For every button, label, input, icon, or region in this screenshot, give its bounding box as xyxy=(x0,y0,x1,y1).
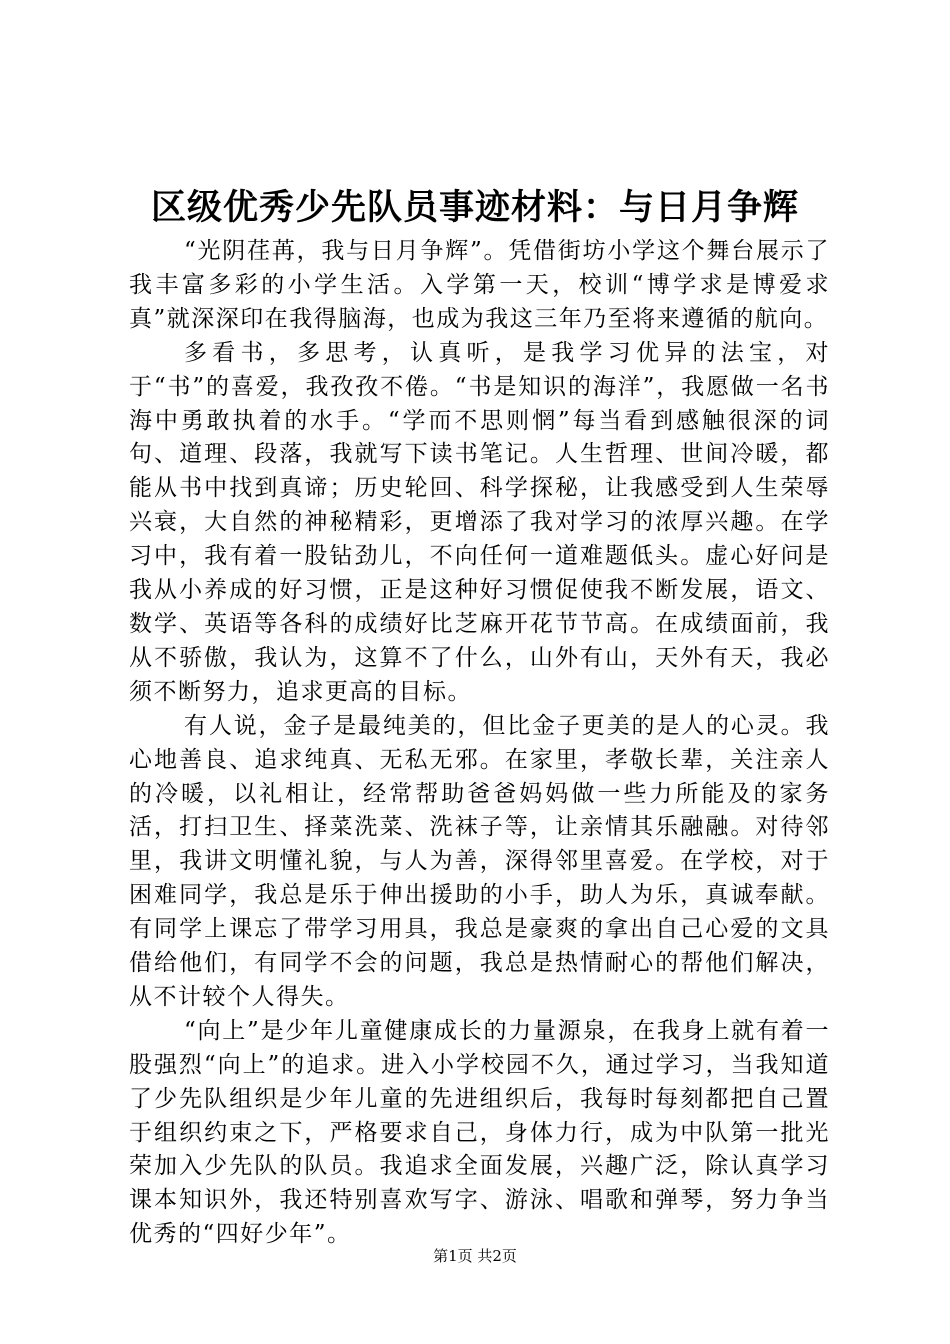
document-body xyxy=(129,235,830,1252)
paragraph: “光阴荏苒，我与日月争辉”。凭借街坊小学这个舞台展示了我丰富多彩的小学生活。入学第一天，校训“博学求是博爱求真”就深深印在我得脑海，也成为我这三年乃至将来遵循的航向。 xyxy=(129,238,830,332)
paragraph: 有人说，金子是最纯美的，但比金子更美的是人的心灵。我心地善良、追求纯真、无私无邪。在家里，孝敬长辈，关注亲人的冷暖，以礼相让，经常帮助爸爸妈妈做一些力所能及的家务活，打扫卫生、择菜洗菜、洗袜子等，让亲情其乐融融。对待邻里，我讲文明懂礼貌，与人为善，深得邻里喜爱。在学校，对于困难同学，我总是乐于伸出援助的小手，助人为乐，真诚奉献。有同学上课忘了带学习用具，我总是豪爽的拿出自己心爱的文具借给他们，有同学不会的问题，我总是热情耐心的帮他们解决，从不计较个人得失。 xyxy=(129,712,830,1010)
document-title: 区级优秀少先队员事迹材料：与日月争辉 xyxy=(150,187,799,228)
paragraph: 多看书，多思考，认真听，是我学习优异的法宝，对于“书”的喜爱，我孜孜不倦。“书是知识的海洋”，我愿做一名书海中勇敢执着的水手。“学而不思则惘”每当看到感触很深的词句、道理、段落，我就写下读书笔记。人生哲理、世间冷暖，都能从书中找到真谛；历史轮回、科学探秘，让我感受到人生荣辱兴衰，大自然的神秘精彩，更增添了我对学习的浓厚兴趣。在学习中，我有着一股钻劲儿，不向任何一道难题低头。虚心好问是我从小养成的好习惯，正是这种好习惯促使我不断发展，语文、数学、英语等各科的成绩好比芝麻开花节节高。在成绩面前，我从不骄傲，我认为，这算不了什么，山外有山，天外有天，我必须不断努力，追求更高的目标。 xyxy=(129,339,830,705)
paragraph: “向上”是少年儿童健康成长的力量源泉，在我身上就有着一股强烈“向上”的追求。进入小学校园不久，通过学习，当我知道了少先队组织是少年儿童的先进组织后，我每时每刻都把自己置于组织约束之下，严格要求自己，身体力行，成为中队第一批光荣加入少先队的队员。我追求全面发展，兴趣广泛，除认真学习课本知识外，我还特别喜欢写字、游泳、唱歌和弹琴，努力争当优秀的“四好少年”。 xyxy=(129,1017,830,1248)
page-footer: 第1页 共2页 xyxy=(433,1247,517,1265)
